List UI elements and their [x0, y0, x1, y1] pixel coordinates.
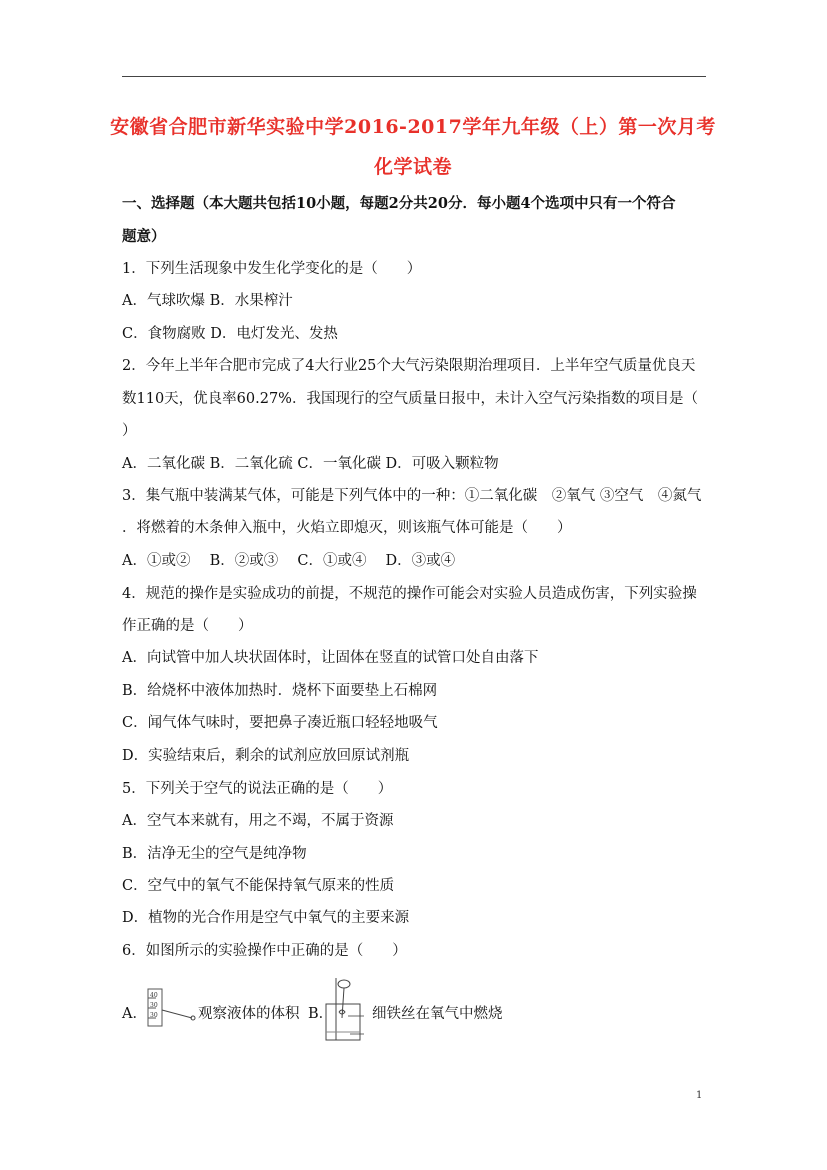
question-line: C．空气中的氧气不能保持氧气原来的性质	[122, 878, 395, 894]
cylinder-tick-label: 30	[150, 1002, 158, 1009]
question-line: 3．集气瓶中装满某气体，可能是下列气体中的一种：①二氧化碳 ②氧气 ③空气 ④氮气	[122, 488, 702, 504]
question-line: 6．如图所示的实验操作中正确的是（ ）	[122, 943, 407, 959]
question-line: 4．规范的操作是实验成功的前提，不规范的操作可能会对实验人员造成伤害，下列实验操	[122, 586, 697, 602]
question-line: A．二氧化碳 B．二氧化硫 C．一氧化碳 D．可吸入颗粒物	[122, 456, 499, 472]
option-a-label: A．	[122, 1006, 147, 1022]
option-a-caption: 观察液体的体积	[198, 1006, 300, 1022]
question-line: ）	[122, 423, 137, 439]
iron-wire-combustion-figure	[320, 976, 368, 1044]
question-line: ．将燃着的木条伸入瓶中，火焰立即熄灭，则该瓶气体可能是（ ）	[122, 520, 572, 536]
question-line: 作正确的是（ ）	[122, 618, 253, 634]
graduated-cylinder-figure	[146, 988, 198, 1028]
question-line: 1．下列生活现象中发生化学变化的是（ ）	[122, 261, 422, 277]
question-line: 2．今年上半年合肥市完成了4大行业25个大气污染限期治理项目．上半年空气质量优良天	[122, 358, 696, 374]
option-b-label: B．	[308, 1006, 334, 1022]
exam-title-line2: 化学试卷	[373, 156, 452, 178]
question-line: C．食物腐败 D．电灯发光、发热	[122, 326, 338, 342]
figure-options-row	[122, 976, 622, 1046]
option-b-caption: 细铁丝在氧气中燃烧	[372, 1006, 503, 1022]
section-heading-line1: 一、选择题（本大题共包括10小题，每题2分共20分．每小题4个选项中只有一个符合	[122, 195, 676, 212]
header-rule	[122, 76, 706, 77]
cylinder-tick-label: 40	[150, 992, 158, 999]
question-line: D．实验结束后，剩余的试剂应放回原试剂瓶	[122, 748, 410, 764]
question-line: A．向试管中加人块状固体时，让固体在竖直的试管口处自由落下	[122, 650, 539, 666]
question-line: A．气球吹爆 B．水果榨汁	[122, 293, 293, 309]
page-number: 1	[696, 1090, 703, 1101]
question-line: B．给烧杯中液体加热时．烧杯下面要垫上石棉网	[122, 683, 438, 699]
cylinder-tick-label: 30	[150, 1012, 158, 1019]
question-line: C．闻气体气味时，要把鼻子凑近瓶口轻轻地吸气	[122, 715, 438, 731]
exam-title-line1: 安徽省合肥市新华实验中学2016-2017学年九年级（上）第一次月考	[110, 116, 716, 138]
question-line: D．植物的光合作用是空气中氧气的主要来源	[122, 910, 410, 926]
question-line: A．空气本来就有，用之不竭，不属于资源	[122, 813, 394, 829]
question-line: 5．下列关于空气的说法正确的是（ ）	[122, 781, 393, 797]
question-line: A．①或② B．②或③ C．①或④ D．③或④	[122, 553, 456, 569]
question-line: B．洁净无尘的空气是纯净物	[122, 846, 307, 862]
section-heading-line2: 题意）	[122, 228, 166, 245]
question-line: 数110天，优良率60.27%．我国现行的空气质量日报中，未计入空气污染指数的项目是（	[122, 391, 698, 407]
